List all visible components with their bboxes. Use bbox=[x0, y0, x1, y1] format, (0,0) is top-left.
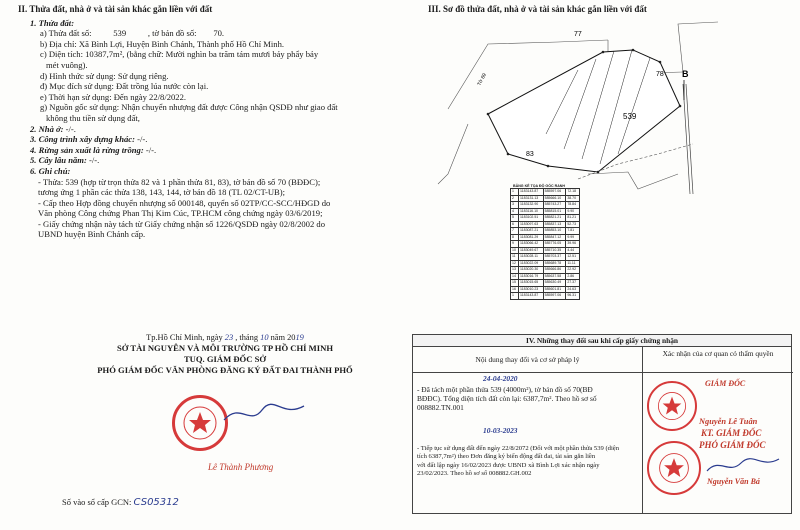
coord-row bbox=[511, 267, 580, 274]
coord-cell: 585743.27 bbox=[543, 202, 566, 209]
issue-year: 19 bbox=[295, 333, 304, 342]
coord-cell: 72.18 bbox=[566, 189, 580, 196]
official-seal-right-1 bbox=[647, 381, 697, 431]
neighbor-boundary-west bbox=[438, 124, 468, 184]
road-label: Tờ 69 bbox=[476, 72, 489, 87]
coord-row bbox=[511, 221, 580, 228]
coord-cell: 24.63 bbox=[566, 286, 580, 293]
land-title: 1. Thửa đất: bbox=[30, 17, 75, 28]
note-line: Văn phòng Công chứng Phan Thị Kim Cúc, TP.HCM công chứng ngày 03/6/2019; bbox=[38, 208, 323, 219]
issuer-org: SỞ TÀI NGUYÊN VÀ MÔI TRƯỜNG TP HỒ CHÍ MINH bbox=[116, 343, 334, 353]
coord-cell: 38.70 bbox=[566, 195, 580, 202]
coord-cell: 585630.49 bbox=[543, 280, 566, 287]
neighbor-83-label: 83 bbox=[526, 151, 534, 158]
entry1-date bbox=[413, 373, 642, 384]
coord-cell: 585597.06 bbox=[543, 189, 566, 196]
coord-cell: 585637.58 bbox=[543, 273, 566, 280]
neighbor-78-label: 78 bbox=[656, 71, 664, 78]
construction-label: 3. Công trình xây dựng khác: bbox=[30, 134, 135, 145]
coord-row bbox=[511, 286, 580, 293]
coord-cell: 9 bbox=[511, 241, 519, 248]
coord-cell: 585601.81 bbox=[543, 286, 566, 293]
coord-cell: 27.37 bbox=[566, 280, 580, 287]
parcel-number: 539 bbox=[113, 28, 127, 39]
coord-cell: 6 bbox=[511, 221, 519, 228]
note-line: - Cấp theo Hợp đồng chuyển nhượng số 000148, quyển số 02TP/CC-SCC/HĐGD do bbox=[38, 197, 331, 208]
map-sheet-label: , tờ bản đồ số: bbox=[147, 28, 197, 39]
issuer-title: PHÓ GIÁM ĐỐC VĂN PHÒNG ĐĂNG KÝ ĐẤT ĐAI THÀNH PHỐ bbox=[97, 365, 353, 375]
confirm-title-3: PHÓ GIÁM ĐỐC bbox=[699, 440, 766, 450]
perennial-value: -/-. bbox=[88, 155, 100, 166]
note-line: - Thửa: 539 (hợp từ trọn thửa 82 và 1 phần thửa 81, 83), tờ bản đồ số 70 (BĐĐC); bbox=[38, 176, 321, 187]
coord-cell: 4 bbox=[511, 208, 519, 215]
coord-row bbox=[511, 241, 580, 248]
entry2-line: tích 6387,7m²) theo Đơn đăng ký biến động đất đai, tài sản gắn liền bbox=[417, 453, 596, 461]
confirm-name-2: Nguyễn Văn Bá bbox=[707, 477, 760, 486]
house-value: -/-. bbox=[65, 123, 76, 134]
coord-row bbox=[511, 189, 580, 196]
issuance-block bbox=[60, 332, 390, 376]
coord-cell: 1 bbox=[511, 189, 519, 196]
coord-cell: 1183143.87 bbox=[519, 293, 544, 300]
confirmation-header: Xác nhận của cơ quan có thẩm quyền bbox=[643, 347, 793, 373]
coord-cell: 52.73 bbox=[566, 221, 580, 228]
note-line: UBND huyện Bình Chánh cấp. bbox=[38, 229, 146, 240]
coord-row bbox=[511, 280, 580, 287]
coord-cell: 12.51 bbox=[566, 254, 580, 261]
section-iv-changes bbox=[412, 334, 792, 514]
forest-label: 4. Rừng sản xuất là rừng trồng: bbox=[30, 144, 144, 155]
coord-cell: 8 bbox=[511, 234, 519, 241]
neighbor-boundary-78 bbox=[678, 22, 718, 72]
coord-cell: 1 bbox=[511, 293, 519, 300]
seal-star-icon bbox=[180, 403, 220, 443]
parcel-label: a) Thửa đất số: bbox=[40, 28, 92, 39]
origin-line-1: g) Nguồn gốc sử dụng: Nhận chuyển nhượng đất được Công nhận QSDĐ như giao đất bbox=[40, 102, 338, 113]
coord-cell: 585853.10 bbox=[543, 228, 566, 235]
coord-cell: 78.84 bbox=[566, 202, 580, 209]
coord-cell: 585837.13 bbox=[543, 221, 566, 228]
coord-cell: 1183066.42 bbox=[519, 241, 544, 248]
change-entry-2 bbox=[413, 444, 642, 480]
confirmation-column bbox=[643, 347, 793, 513]
coord-cell: 1183087.21 bbox=[519, 228, 544, 235]
forest-value: -/-. bbox=[145, 144, 157, 155]
entry2-date bbox=[413, 425, 642, 436]
seal-star-icon bbox=[655, 389, 689, 423]
coord-cell: 1183010.23 bbox=[519, 286, 544, 293]
coord-row bbox=[511, 234, 580, 241]
parcel-539-boundary bbox=[488, 50, 680, 172]
coord-cell: 3 bbox=[511, 202, 519, 209]
coord-cell: 585815.01 bbox=[543, 208, 566, 215]
coord-cell: 11.11 bbox=[566, 260, 580, 267]
coord-cell: 9.90 bbox=[566, 208, 580, 215]
coord-cell: 2.86 bbox=[566, 273, 580, 280]
construction-value: -/-. bbox=[137, 134, 148, 145]
coord-cell: 585666.86 bbox=[543, 267, 566, 274]
coord-cell: 585689.78 bbox=[543, 260, 566, 267]
entry1-line: - Đã tách một phần thửa 539 (4000m²), tờ bản đồ số 70(BĐ bbox=[417, 385, 593, 394]
coord-cell: 585776.05 bbox=[543, 241, 566, 248]
gcn-number: CS05312 bbox=[133, 497, 179, 508]
area-line-2: mét vuông). bbox=[46, 59, 88, 70]
coord-row bbox=[511, 260, 580, 267]
signature-scribble-left bbox=[220, 398, 310, 428]
coord-cell: 14 bbox=[511, 273, 519, 280]
gcn-label: Số vào sổ cấp GCN: bbox=[62, 497, 132, 507]
coord-cell: 1183028.11 bbox=[519, 254, 544, 261]
coord-cell: 1183132.90 bbox=[519, 202, 544, 209]
coord-cell: 1183116.10 bbox=[519, 208, 544, 215]
coord-cell: 81.21 bbox=[566, 215, 580, 222]
house-line bbox=[18, 124, 410, 135]
usage-purpose: đ) Mục đích sử dụng: Đất trồng lúa nước còn lại. bbox=[40, 81, 209, 92]
section-ii-title: II. Thửa đất, nhà ở và tài sản khác gắn liền với đất bbox=[18, 4, 213, 14]
coord-cell: 585703.37 bbox=[543, 254, 566, 261]
issue-day: 23 bbox=[224, 333, 234, 342]
place-date bbox=[60, 332, 390, 343]
section-iii-title: III. Sơ đồ thửa đất, nhà ở và tài sản khác gắn liền với đất bbox=[428, 4, 647, 14]
coord-row bbox=[511, 228, 580, 235]
coord-cell: 15 bbox=[511, 280, 519, 287]
coord-cell: 585847.12 bbox=[543, 234, 566, 241]
coord-cell: 96.31 bbox=[566, 293, 580, 300]
coord-cell: 10 bbox=[511, 247, 519, 254]
road-lines bbox=[683, 84, 693, 194]
coord-cell: 1183143.87 bbox=[519, 189, 544, 196]
coord-cell: 585597.06 bbox=[543, 293, 566, 300]
parcel-map bbox=[428, 14, 788, 324]
area-line-1: c) Diện tích: 10387,7m², (bằng chữ: Mười nghìn ba trăm tám mươi bảy phẩy bảy bbox=[40, 49, 319, 60]
coord-table bbox=[510, 188, 580, 300]
coord-table-title: BẢNG KÊ TỌA ĐỘ GÓC RANH bbox=[513, 184, 565, 188]
confirm-name-1: Nguyễn Lê Tuân bbox=[699, 417, 758, 426]
coord-row bbox=[511, 273, 580, 280]
coord-row bbox=[511, 202, 580, 209]
coord-cell: 585710.35 bbox=[543, 247, 566, 254]
coord-row bbox=[511, 208, 580, 215]
coord-cell: 585666.10 bbox=[543, 195, 566, 202]
notes-title: 6. Ghi chú: bbox=[30, 165, 71, 176]
section-iv-title: IV. Những thay đổi sau khi cấp giấy chứng nhận bbox=[413, 335, 791, 347]
issue-month: 10 bbox=[260, 333, 269, 342]
entry2-line: với đất lập ngày 16/02/2023 được UBND xã Bình Lợi xác nhận ngày bbox=[417, 461, 600, 469]
coord-cell: 1183131.13 bbox=[519, 195, 544, 202]
construction-line bbox=[18, 134, 410, 145]
neighbor-77-label: 77 bbox=[574, 31, 582, 38]
coord-cell: 1183015.65 bbox=[519, 280, 544, 287]
coord-cell: 39.96 bbox=[566, 241, 580, 248]
origin-line-2: không thu tiền sử dụng đất, bbox=[46, 112, 140, 123]
coord-cell: 7.81 bbox=[566, 228, 580, 235]
change-content-header: Nội dung thay đổi và cơ sở pháp lý bbox=[413, 347, 642, 373]
section-ii bbox=[18, 4, 410, 240]
note-line: tương ứng 1 phần các thửa 138, 143, 144, tờ bản đồ 18 (TL 02/CT-UB); bbox=[38, 187, 286, 198]
house-label: 2. Nhà ở: bbox=[30, 123, 64, 134]
coord-cell: 1183016.79 bbox=[519, 273, 544, 280]
coord-cell: 5 bbox=[511, 215, 519, 222]
signature-scribble-right bbox=[703, 455, 783, 477]
parcel-number-label: 539 bbox=[623, 112, 637, 121]
seal-star-icon bbox=[656, 450, 692, 486]
usage-form: d) Hình thức sử dụng: Sử dụng riêng. bbox=[40, 70, 169, 81]
coord-cell: 11 bbox=[511, 254, 519, 261]
coord-cell: 1183020.30 bbox=[519, 267, 544, 274]
coord-cell: 1183022.09 bbox=[519, 260, 544, 267]
entry1-date-value: 24-04-2020 bbox=[483, 374, 518, 383]
coord-cell: 22.92 bbox=[566, 267, 580, 274]
issuer-authority: TUQ. GIÁM ĐỐC SỞ bbox=[183, 354, 267, 364]
coord-cell: 1183102.51 bbox=[519, 215, 544, 222]
official-seal-right-2 bbox=[647, 441, 701, 495]
entry1-line: 008882.TN.001 bbox=[417, 403, 464, 412]
coord-cell: 1183081.29 bbox=[519, 234, 544, 241]
coord-row bbox=[511, 195, 580, 202]
note-line: - Giấy chứng nhận này tách từ Giấy chứng nhận số 1226/QSDĐ ngày 02/8/2002 do bbox=[38, 218, 326, 229]
gcn-register bbox=[62, 497, 179, 508]
confirm-title-2: KT. GIÁM ĐỐC bbox=[701, 428, 762, 438]
coord-row bbox=[511, 254, 580, 261]
year-label: năm 20 bbox=[270, 333, 296, 342]
forest-line bbox=[18, 145, 410, 156]
entry1-line: BĐĐC). Tổng diện tích đất còn lại: 6387,7m². Theo hồ sơ số bbox=[417, 394, 597, 403]
perennial-line bbox=[18, 155, 410, 166]
coord-cell: 585821.21 bbox=[543, 215, 566, 222]
coord-cell: 4.44 bbox=[566, 247, 580, 254]
coord-cell: 1183097.63 bbox=[519, 221, 544, 228]
confirm-title-1: GIÁM ĐỐC bbox=[705, 379, 746, 388]
change-content-column bbox=[413, 347, 643, 513]
coord-cell: 7 bbox=[511, 228, 519, 235]
parcel-line bbox=[18, 28, 410, 39]
entry2-date-value: 10-03-2023 bbox=[483, 426, 518, 435]
neighbor-boundary-south bbox=[588, 172, 678, 189]
signer-name: Lê Thành Phương bbox=[208, 462, 274, 472]
coord-cell: 9.99 bbox=[566, 234, 580, 241]
place-date-label: Tp.Hồ Chí Minh, ngày bbox=[146, 333, 223, 342]
change-entry-1 bbox=[413, 384, 642, 413]
coord-cell: 13 bbox=[511, 267, 519, 274]
notes-list bbox=[18, 177, 410, 241]
coord-row bbox=[511, 293, 580, 300]
perennial-label: 5. Cây lâu năm: bbox=[30, 155, 87, 166]
coord-table-body bbox=[511, 189, 580, 300]
coord-row bbox=[511, 247, 580, 254]
entry2-line: - Tiếp tục sử dụng đất đến ngày 22/8/2072 (Đối với một phần thửa 539 (diện bbox=[417, 445, 620, 452]
north-arrow-label: B bbox=[682, 69, 689, 79]
coord-cell: 2 bbox=[511, 195, 519, 202]
usage-term: e) Thời hạn sử dụng: Đến ngày 22/8/2022. bbox=[40, 91, 187, 102]
coord-cell: 16 bbox=[511, 286, 519, 293]
coord-row bbox=[511, 215, 580, 222]
entry2-line: 23/02/2023. Theo hồ sơ số 008882.GH.002 bbox=[417, 470, 532, 478]
coord-cell: 12 bbox=[511, 260, 519, 267]
address: b) Địa chỉ: Xã Bình Lợi, Huyện Bình Chánh, Thành phố Hồ Chí Minh. bbox=[40, 38, 285, 49]
coord-cell: 1183049.67 bbox=[519, 247, 544, 254]
month-label: , tháng bbox=[235, 333, 259, 342]
map-sheet-number: 70. bbox=[213, 28, 225, 39]
